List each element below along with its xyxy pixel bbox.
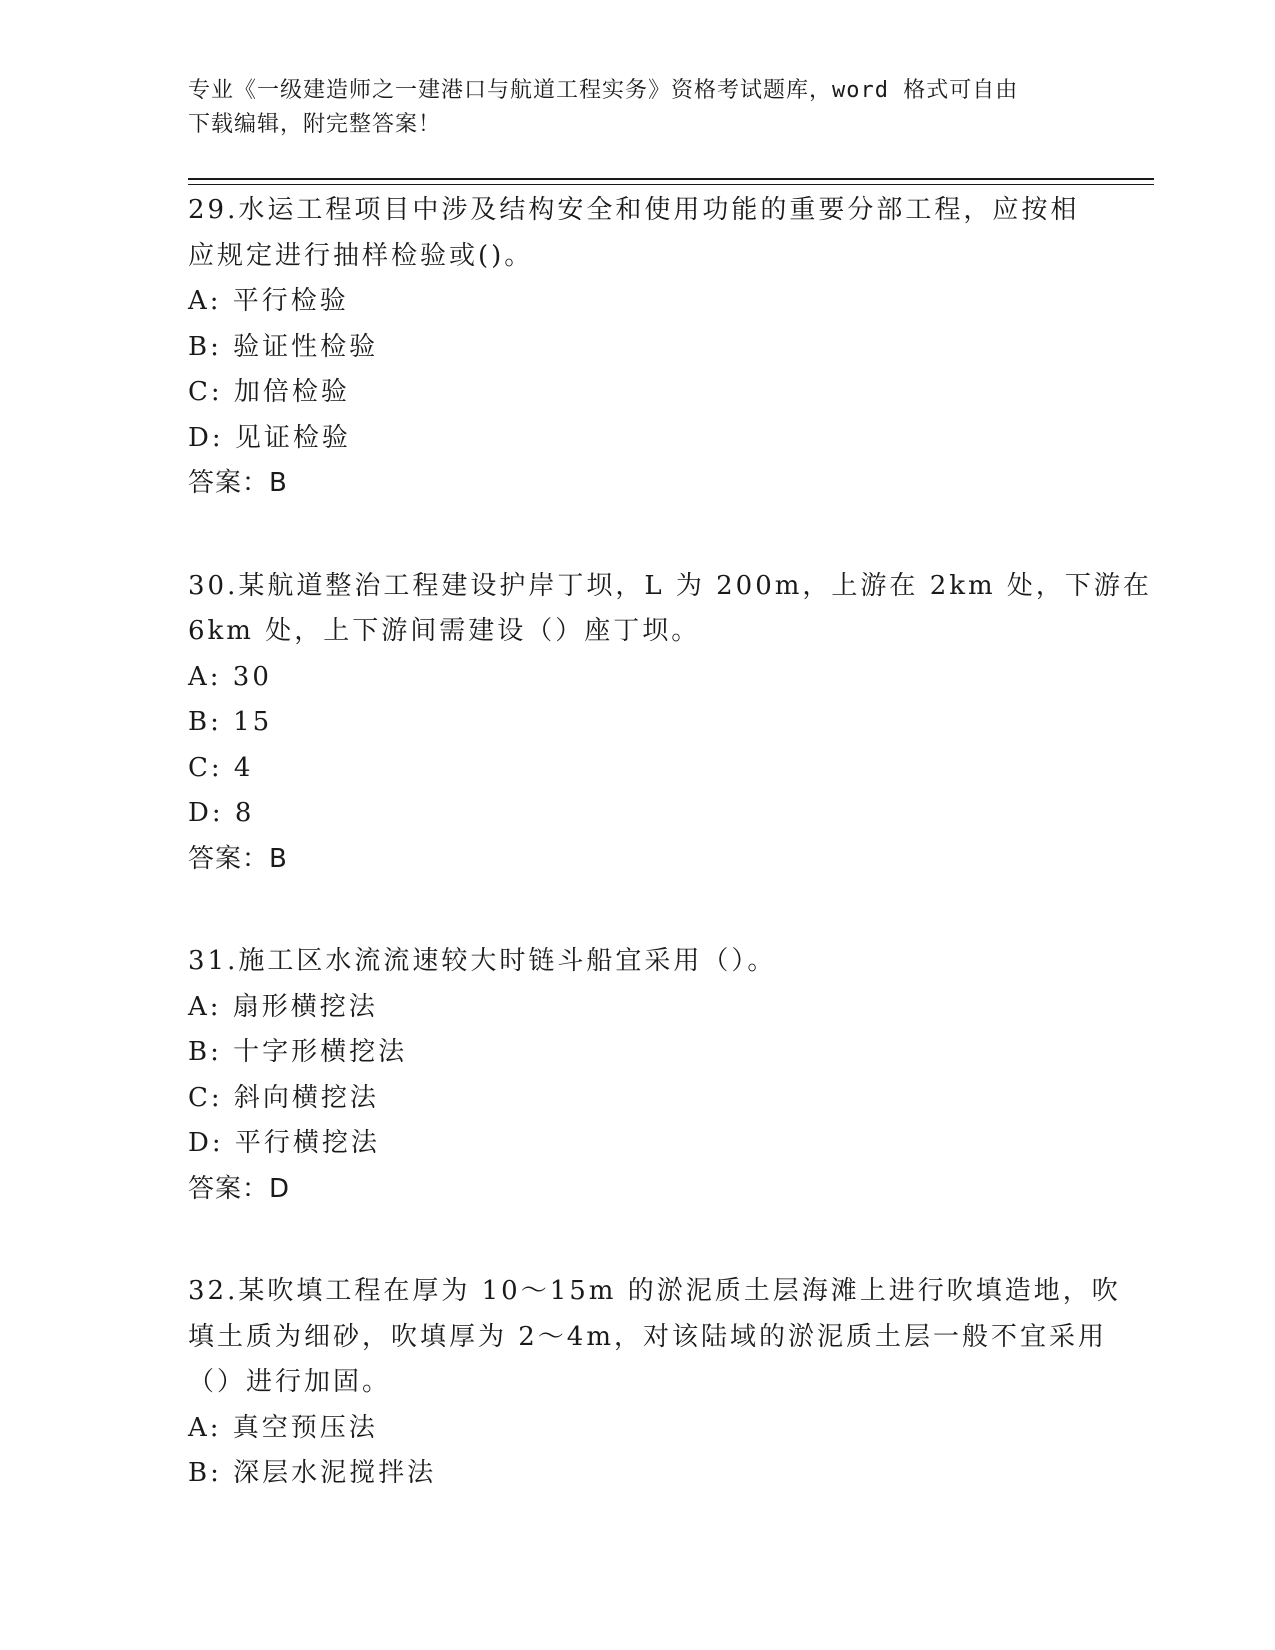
question-stem-line: 应规定进行抽样检验或()。	[188, 240, 534, 271]
header-line-2: 下载编辑，附完整答案！	[188, 112, 442, 137]
question-stem-line: 填土质为细砂，吹填厚为 2～4m，对该陆域的淤泥质土层一般不宜采用	[188, 1321, 1108, 1352]
option-a: A: 真空预压法	[188, 1412, 378, 1443]
answer-label: 答案：B	[188, 843, 288, 874]
header-rule-thick	[188, 178, 1154, 180]
question-stem-line: 32.某吹填工程在厚为 10～15m 的淤泥质土层海滩上进行吹填造地，吹	[188, 1276, 1121, 1306]
question-stem-line: 30.某航道整治工程建设护岸丁坝，L 为 200m，上游在 2km 处，下游在	[188, 570, 1152, 601]
option-b: B: 深层水泥搅拌法	[188, 1458, 437, 1488]
answer-label: 答案：D	[188, 1173, 291, 1204]
question-stem-line: 29.水运工程项目中涉及结构安全和使用功能的重要分部工程，应按相	[188, 195, 1080, 225]
option-b: B: 验证性检验	[188, 331, 379, 362]
option-b: B: 十字形横挖法	[188, 1037, 408, 1067]
answer-label: 答案：B	[188, 468, 288, 498]
option-d: D: 平行横挖法	[188, 1128, 380, 1158]
option-d: D: 见证检验	[188, 422, 351, 453]
question-list	[188, 188, 1152, 1554]
option-d: D: 8	[188, 798, 255, 828]
question-31	[188, 939, 1088, 1212]
option-a: A: 30	[188, 661, 272, 692]
document-header	[188, 74, 1068, 142]
header-line-1: 专业《一级建造师之一建港口与航道工程实务》资格考试题库，word 格式可自由	[188, 78, 1019, 103]
option-c: C: 斜向横挖法	[188, 1082, 379, 1113]
option-a: A: 平行检验	[188, 286, 349, 316]
option-a: A: 扇形横挖法	[188, 991, 378, 1022]
question-30	[188, 564, 1152, 883]
question-stem-line: 31.施工区水流流速较大时链斗船宜采用（）。	[188, 946, 777, 976]
question-stem-line: （）进行加固。	[188, 1367, 392, 1397]
question-29	[188, 188, 1088, 507]
option-c: C: 加倍检验	[188, 377, 350, 407]
header-rule-thin	[188, 184, 1154, 185]
option-b: B: 15	[188, 707, 273, 737]
option-c: C: 4	[188, 752, 254, 783]
question-32	[188, 1269, 1121, 1497]
question-stem-line: 6km 处，上下游间需建设（）座丁坝。	[188, 616, 701, 646]
